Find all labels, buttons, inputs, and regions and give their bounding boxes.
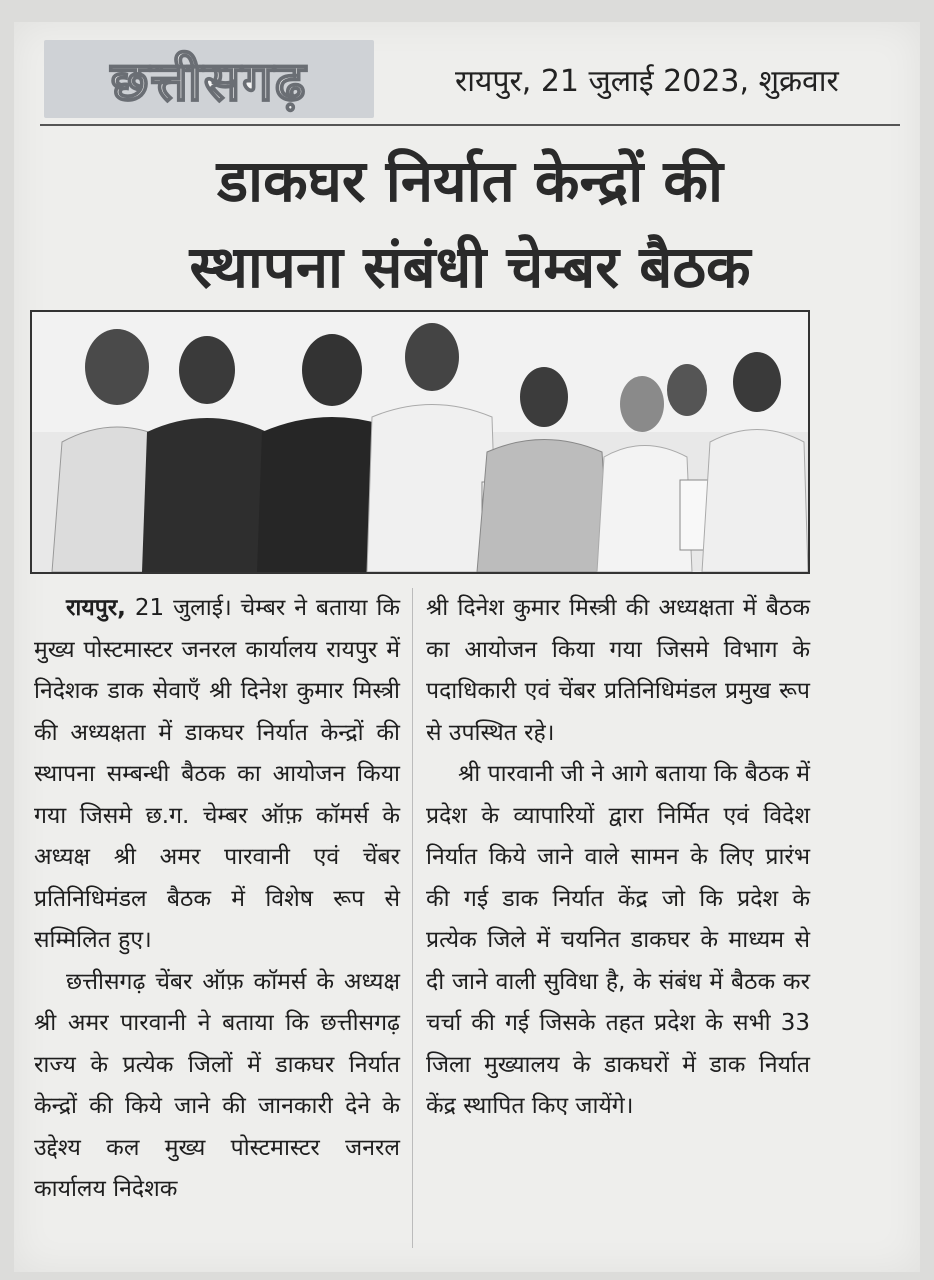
- newspaper-masthead: [44, 40, 374, 118]
- article-paragraph: [34, 588, 400, 962]
- article-place: रायपुर,: [66, 595, 126, 621]
- group-photo-illustration: [32, 312, 808, 572]
- article-paragraph: श्री पारवानी जी ने आगे बताया कि बैठक में प्रदेश के व्यापारियों द्वारा निर्मित एवं विदेश निर्यात किये जाने वाले सामन के लिए प्रारंभ की गई डाक निर्यात केंद्र जो कि प्रदेश के प्रत्येक जिले में चयनित डाकघर के माध्यम से दी जाने वाली सुविधा है, के संबंध में बैठक कर चर्चा की गई जिसके तहत प्रदेश के सभी 33 जिला मुख्यालय के डाकघरों में डाक निर्यात केंद्र स्थापित किए जायेंगे।: [426, 761, 810, 1119]
- dateline: रायपुर, 21 जुलाई 2023, शुक्रवार: [455, 64, 839, 99]
- headline-line-2: स्थापना संबंधी चेम्बर बैठक: [189, 233, 751, 301]
- news-photo: [30, 310, 810, 574]
- article-text: 21 जुलाई। चेम्बर ने बताया कि मुख्य पोस्टमास्टर जनरल कार्यालय रायपुर में निदेशक डाक सेवाएँ श्री दिनेश कुमार मिस्त्री की अध्यक्षता में डाकघर निर्यात केन्द्रों की स्थापना सम्बन्धी बैठक का आयोजन किया गया जिसमे छ.ग. चेम्बर ऑफ़ कॉमर्स के अध्यक्ष श्री अमर पारवानी एवं चेंबर प्रतिनिधिमंडल बैठक में विशेष रूप से सम्मिलित हुए।: [34, 595, 400, 953]
- column-divider: [412, 588, 413, 1248]
- headline-line-1: डाकघर निर्यात केन्द्रों की: [217, 147, 723, 215]
- masthead-title: छत्तीसगढ़: [110, 50, 308, 113]
- masthead-rule: [40, 124, 900, 126]
- article-paragraph: छत्तीसगढ़ चेंबर ऑफ़ कॉमर्स के अध्यक्ष श्री अमर पारवानी ने बताया कि छत्तीसगढ़ राज्य के प्रत्येक जिलों में डाकघर निर्यात केन्द्रों की किये जाने की जानकारी देने के उद्देश्य कल मुख्य पोस्टमास्टर जनरल कार्यालय निदेशक: [34, 968, 400, 1202]
- article-paragraph: श्री दिनेश कुमार मिस्त्री की अध्यक्षता में बैठक का आयोजन किया गया जिसमे विभाग के पदाधिकारी एवं चेंबर प्रतिनिधिमंडल प्रमुख रूप से उपस्थित रहे।: [426, 595, 810, 746]
- article-column-right: [426, 588, 810, 1128]
- article-column-left: [34, 588, 400, 1211]
- headline: [40, 138, 900, 310]
